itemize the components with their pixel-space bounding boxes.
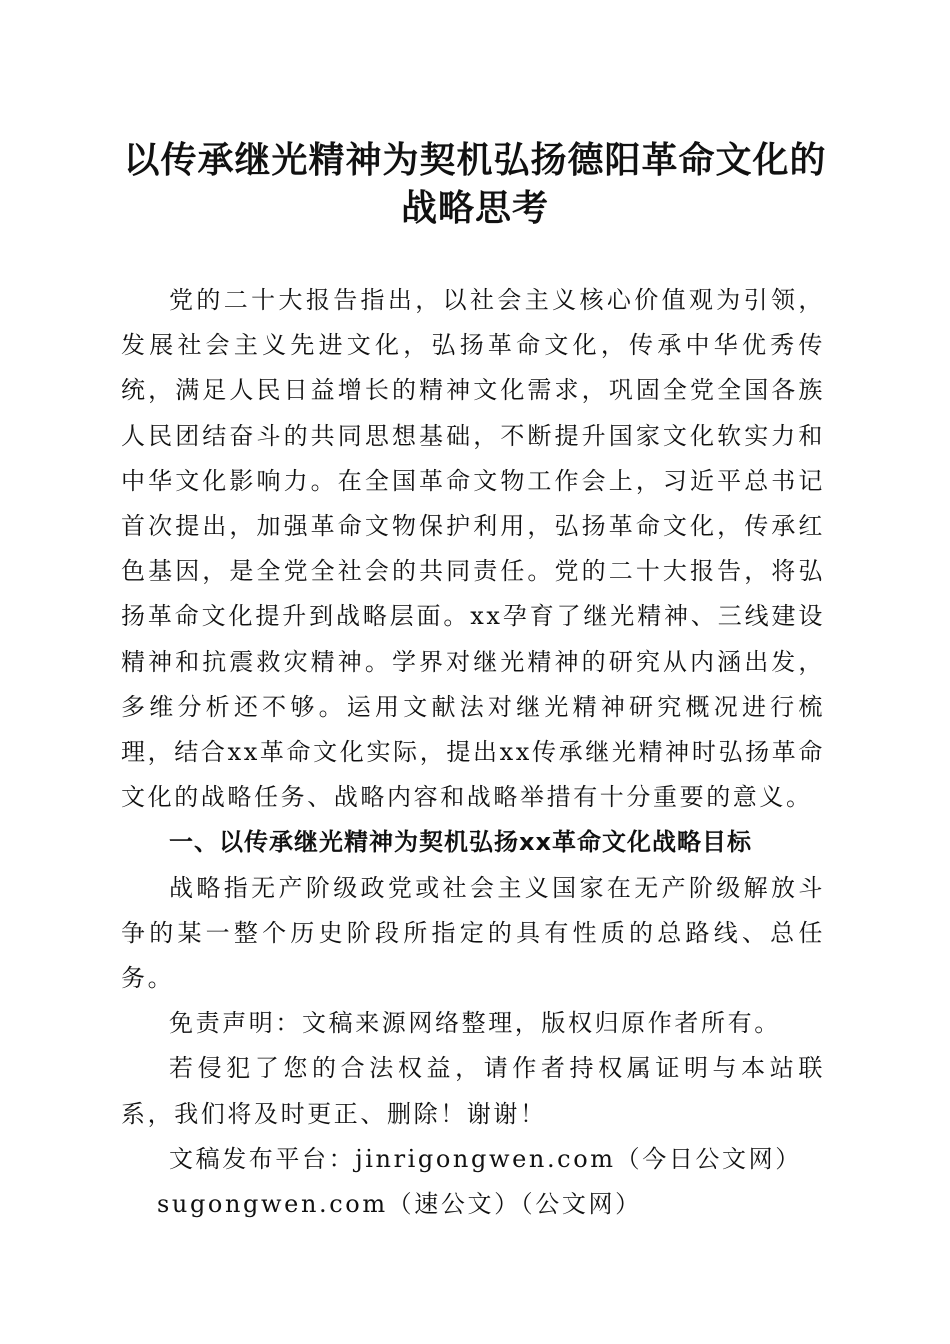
section-paragraph: 战略指无产阶级政党或社会主义国家在无产阶级解放斗争的某一整个历史阶段所指定的具有性质的总路线、总任务。 <box>121 873 825 993</box>
platform-text: 文稿发布平台：jinrigongwen.com（今日公文网） <box>169 1144 802 1173</box>
section-heading: 一、以传承继光精神为契机弘扬xx革命文化战略目标 <box>169 828 752 857</box>
document-title: 以传承继光精神为契机弘扬德阳革命文化的战略思考 <box>123 139 827 229</box>
document-body <box>121 278 825 1227</box>
disclaimer-text: 免责声明：文稿来源网络整理，版权归原作者所有。 <box>169 1009 781 1038</box>
platform-text-2: sugongwen.com（速公文）（公文网） <box>157 1190 642 1219</box>
infringement-notice: 若侵犯了您的合法权益，请作者持权属证明与本站联系，我们将及时更正、删除！谢谢！ <box>121 1054 825 1128</box>
intro-paragraph: 党的二十大报告指出，以社会主义核心价值观为引领，发展社会主义先进文化，弘扬革命文化，传承中华优秀传统，满足人民日益增长的精神文化需求，巩固全党全国各族人民团结奋斗的共同思想基础，不断提升国家文化软实力和中华文化影响力。在全国革命文物工作会上，习近平总书记首次提出，加强革命文物保护利用，弘扬革命文化，传承红色基因，是全党全社会的共同责任。党的二十大报告，将弘扬革命文化提升到战略层面。xx孕育了继光精神、三线建设精神和抗震救灾精神。学界对继光精神的研究从内涵出发，多维分析还不够。运用文献法对继光精神研究概况进行梳理，结合xx革命文化实际，提出xx传承继光精神时弘扬革命文化的战略任务、战略内容和战略举措有十分重要的意义。 <box>121 286 825 812</box>
